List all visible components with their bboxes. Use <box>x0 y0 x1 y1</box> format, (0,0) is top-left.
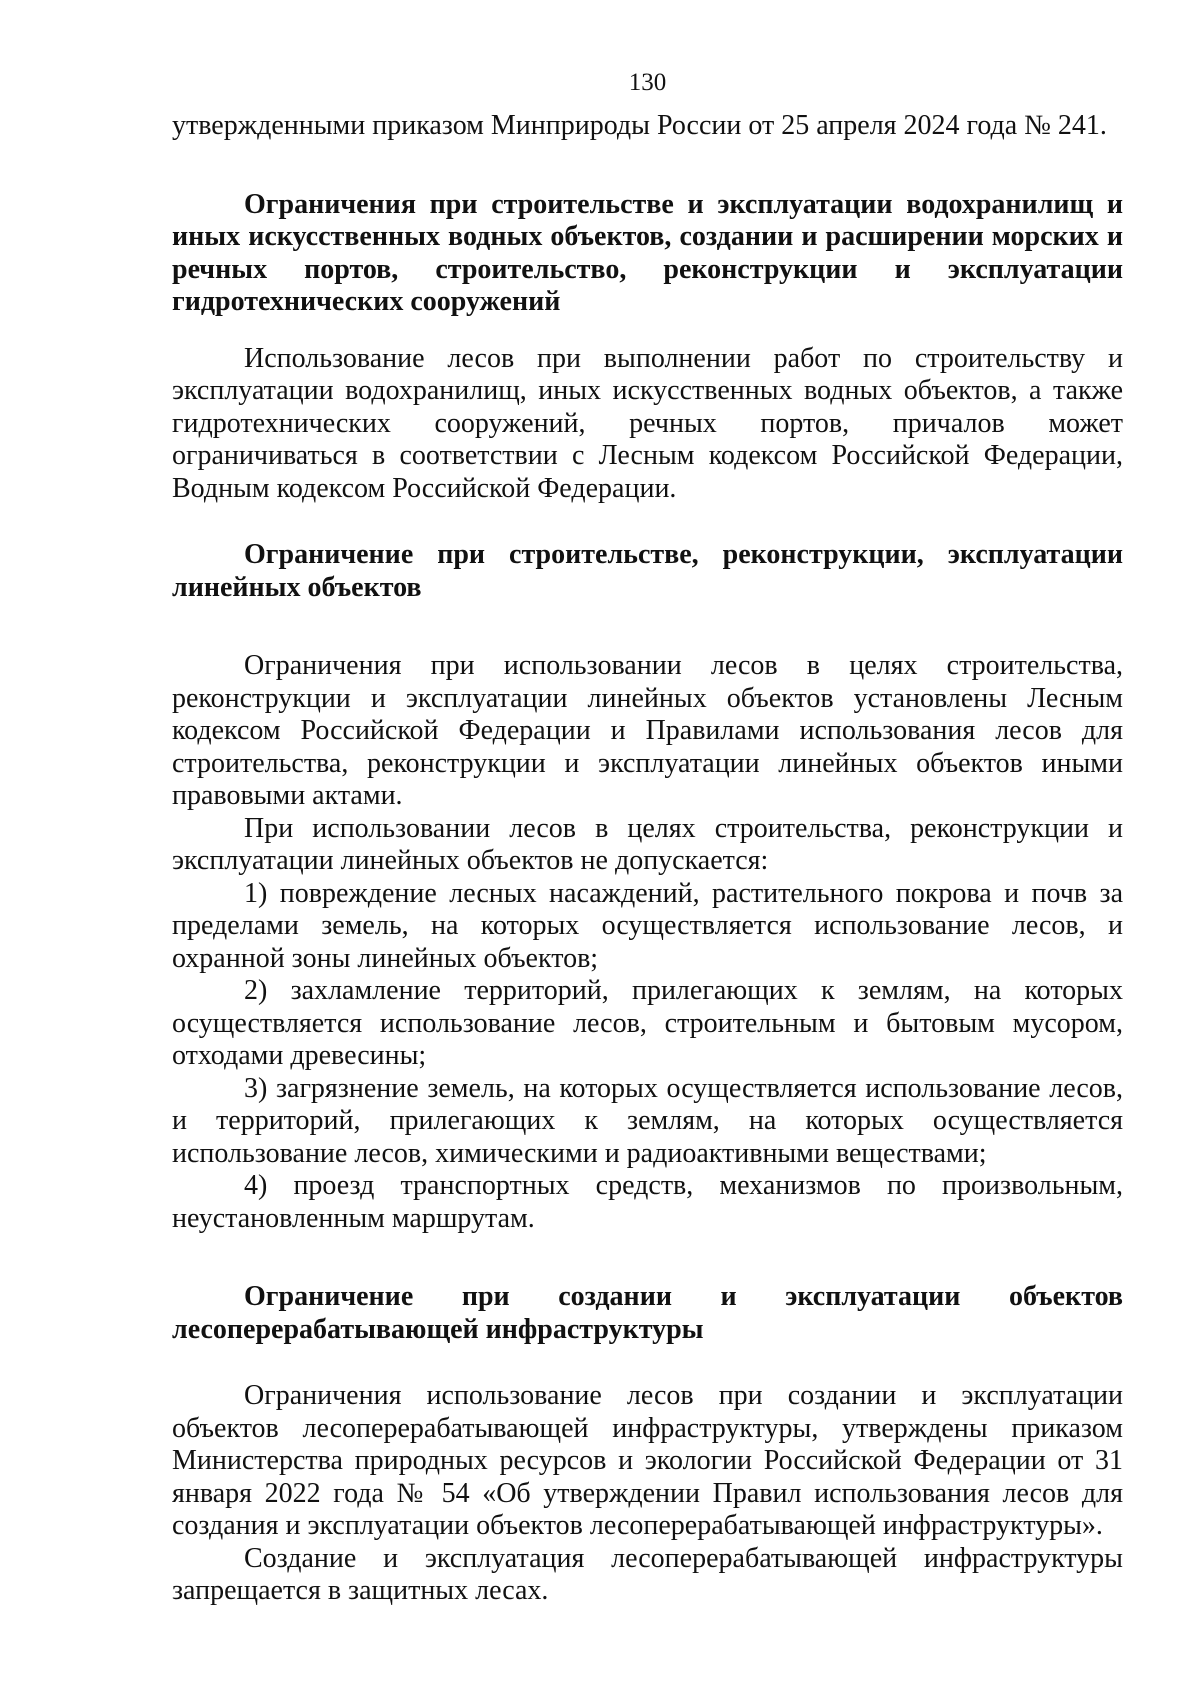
section-paragraph: Ограничения использование лесов при создании и эксплуатации объектов лесоперерабатывающей инфраструктуры, утверждены приказом Министерства природных ресурсов и экологии Российской Федерации от 31 января 2022 года № 54 «Об утверждении Правил использования лесов для создания и эксплуатации объектов лесоперерабатывающей инфраструктуры». <box>172 1380 1123 1541</box>
list-item: 4) проезд транспортных средств, механизмов по произвольным, неустановленным маршрутам. <box>172 1170 1123 1234</box>
list-item: 3) загрязнение земель, на которых осуществляется использование лесов, и территорий, прилегающих к землям, на которых осуществляется использование лесов, химическими и радиоактивными веществами; <box>172 1072 1123 1169</box>
lead-paragraph: утвержденными приказом Минприроды России от 25 апреля 2024 года № 241. <box>172 110 1107 141</box>
section-linear-objects <box>172 539 1123 1235</box>
section-heading: Ограничение при строительстве, реконструкции, эксплуатации линейных объектов <box>172 539 1123 603</box>
section-heading: Ограничения при строительстве и эксплуатации водохранилищ и иных искусственных водных объектов, создании и расширении морских и речных портов, строительство, реконструкции и эксплуатации гидротехнических сооружений <box>172 188 1123 317</box>
section-wood-processing <box>172 1281 1123 1608</box>
section-paragraph: Создание и эксплуатация лесоперерабатывающей инфраструктуры запрещается в защитных лесах. <box>172 1542 1123 1606</box>
section-paragraph: Ограничения при использовании лесов в целях строительства, реконструкции и эксплуатации линейных объектов установлены Лесным кодексом Российской Федерации и Правилами использования лесов для строительства, реконструкции и эксплуатации линейных объектов иными правовыми актами. <box>172 650 1123 811</box>
section-paragraph: Использование лесов при выполнении работ по строительству и эксплуатации водохранилищ, иных искусственных водных объектов, а также гидротехнических сооружений, речных портов, причалов может ограничиваться в соответствии с Лесным кодексом Российской Федерации, Водным кодексом Российской Федерации. <box>172 342 1123 504</box>
section-paragraph: При использовании лесов в целях строительства, реконструкции и эксплуатации линейных объектов не допускается: <box>172 812 1123 876</box>
document-page <box>172 66 1123 1608</box>
page-number: 130 <box>628 69 667 96</box>
section-reservoirs <box>172 189 1123 506</box>
list-item: 2) захламление территорий, прилегающих к землям, на которых осуществляется использование лесов, строительным и бытовым мусором, отходами древесины; <box>172 975 1123 1071</box>
list-item: 1) повреждение лесных насаждений, растительного покрова и почв за пределами земель, на которых осуществляется использование лесов, и охранной зоны линейных объектов; <box>172 877 1123 974</box>
section-heading: Ограничение при создании и эксплуатации объектов лесоперерабатывающей инфраструктуры <box>172 1281 1123 1345</box>
